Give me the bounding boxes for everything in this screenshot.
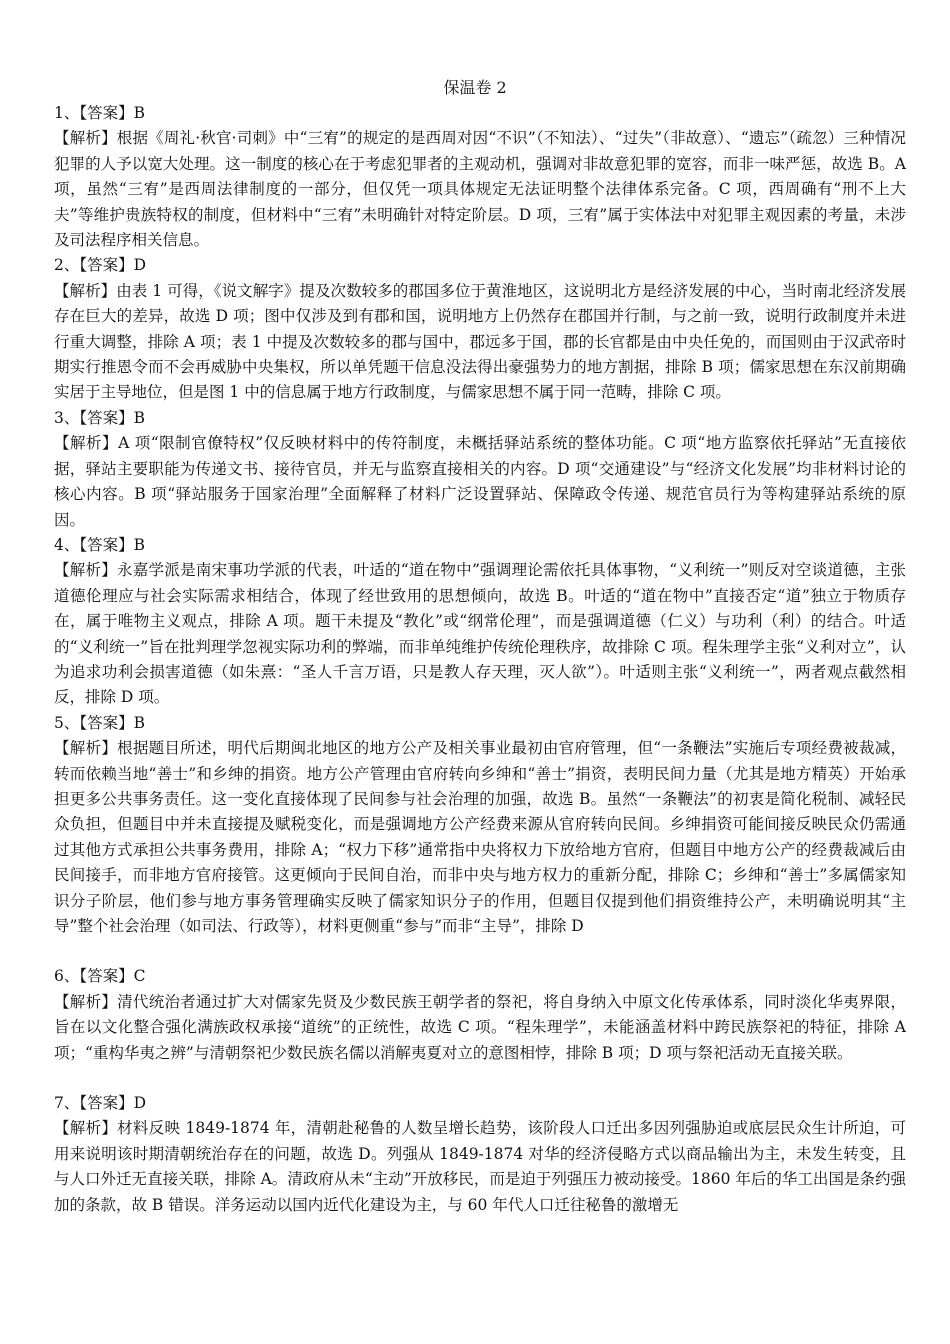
analysis-paragraph: 【解析】根据《周礼·秋官·司刺》中“三宥”的规定的是西周对因“不识”（不知法）、“过失”（非故意）、“遗忘”（疏忽）三种情况犯罪的人予以宽大处理。这一制度的核心在于考虑犯罪者的主观动机，强调对非故意犯罪的宽容，而非一味严惩，故选 B。A 项，虽然“三宥”是西周法律制度的一部分，但仅凭一项具体规定无法证明整个法律体系完备。C 项，西周确有“刑不上大夫”等维护贵族特权的制度，但材料中“三宥”未明确针对特定阶层。D 项，三宥”属于实体法中对犯罪主观因素的考量，未涉及司法程序相关信息。 [54,129,906,250]
question-5 [54,711,906,940]
answer-line: 2、【答案】D [54,256,147,275]
question-6 [54,964,906,1066]
answer-line: 5、【答案】B [54,713,146,732]
answer-line: 7、【答案】D [54,1094,147,1113]
question-2 [54,253,906,405]
analysis-paragraph: 【解析】由表 1 可得，《说文解字》提及次数较多的郡国多位于黄淮地区，这说明北方是经济发展的中心，当时南北经济发展存在巨大的差异，故选 D 项；图中仅涉及到有郡和国，说明地方上仍然存在郡国并行制，与之前一致，说明行政制度并未进行重大调整，排除 A 项；表 1 中提及次数较多的郡与国中，郡远多于国，郡的长官都是由中央任免的，而国则由于汉武帝时期实行推恩令而不会再威胁中央集权，所以单凭题干信息没法得出豪强势力的地方割据，排除 B 项；儒家思想在东汉前期确实居于主导地位，但是图 1 中的信息属于地方行政制度，与儒家思想不属于同一范畴，排除 C 项。 [54,281,906,402]
analysis-paragraph: 【解析】A 项“限制官僚特权”仅反映材料中的传符制度，未概括驿站系统的整体功能。C 项“地方监察依托驿站”无直接依据，驿站主要职能为传递文书、接待官员，并无与监察直接相关的内容。D 项“交通建设”与“经济文化发展”均非材料讨论的核心内容。B 项“驿站服务于国家治理”全面解释了材料广泛设置驿站、保障政令传递、规范官员行为等构建驿站系统的原因。 [54,434,906,529]
paragraph-gap [54,939,906,964]
answer-key-content [54,101,906,1218]
answer-line: 3、【答案】B [54,408,146,427]
document-title: 保温卷 2 [443,78,507,97]
answer-line: 1、【答案】B [54,104,146,122]
analysis-paragraph: 【解析】清代统治者通过扩大对儒家先贤及少数民族王朝学者的祭祀，将自身纳入中原文化传承体系，同时淡化华夷界限，旨在以文化整合强化满族政权承接“道统”的正统性，故选 C 项。“程朱理学”，未能涵盖材料中跨民族祭祀的特征，排除 A 项；“重构华夷之辨”与清朝祭祀少数民族名儒以消解夷夏对立的意图相悖，排除 B 项；D 项与祭祀活动无直接关联。 [54,992,906,1062]
question-1 [54,101,906,253]
answer-line: 6、【答案】C [54,967,146,986]
answer-line: 4、【答案】B [54,535,146,554]
analysis-paragraph: 【解析】材料反映 1849-1874 年，清朝赴秘鲁的人数呈增长趋势，该阶段人口迁出多因列强胁迫或底层民众生计所迫，可用来说明该时期清朝统治存在的问题，故选 D。列强从 1849-1874 对华的经济侵略方式以商品输出为主，未发生转变，且与人口外迁无直接关联，排除 A。清政府从未“主动”开放移民，而是迫于列强压力被动接受。1860 年后的华工出国是条约强加的条款，故 B 错误。洋务运动以国内近代化建设为主，与 60 年代人口迁往秘鲁的激增无 [54,1119,906,1214]
question-4 [54,533,906,711]
analysis-paragraph: 【解析】根据题目所述，明代后期闽北地区的地方公产及相关事业最初由官府管理，但“一条鞭法”实施后专项经费被裁减，转而依赖当地“善士”和乡绅的捐资。地方公产管理由官府转向乡绅和“善士”捐资，表明民间力量（尤其是地方精英）开始承担更多公共事务责任。这一变化直接体现了民间参与社会治理的加强，故选 B。虽然“一条鞭法”的初衷是简化税制、减轻民众负担，但题目中并未直接提及赋税变化，而是强调地方公产经费来源从官府转向民间。乡绅捐资可能间接反映民众仍需通过其他方式承担公共事务费用，排除 A；“权力下移”通常指中央将权力下放给地方官府，但题目中地方公产的经费裁减后由民间接手，而非地方官府接管。这更倾向于民间自治，而非中央与地方权力的重新分配，排除 C；乡绅和“善士”多属儒家知识分子阶层，他们参与地方事务管理确实反映了儒家知识分子的作用，但题目仅提到他们捐资维持公产，未明确说明其“主导”整个社会治理（如司法、行政等），材料更侧重“参与”而非“主导”，排除 D [54,739,906,935]
question-7 [54,1091,906,1218]
analysis-paragraph: 【解析】永嘉学派是南宋事功学派的代表，叶适的“道在物中”强调理论需依托具体事物，“义利统一”则反对空谈道德，主张道德伦理应与社会实际需求相结合，体现了经世致用的思想倾向，故选 B。叶适的“道在物中”直接否定“道”独立于物质存在，属于唯物主义观点，排除 A 项。题干未提及“教化”或“纲常伦理”，而是强调道德（仁义）与功利（利）的结合。叶适的“义利统一”旨在批判理学忽视实际功利的弊端，而非单纯维护传统伦理秩序，故排除 C 项。程朱理学主张“义利对立”，认为追求功利会损害道德（如朱熹：“圣人千言万语，只是教人存天理，灭人欲”）。叶适则主张“义利统一”，两者观点截然相反，排除 D 项。 [54,561,906,707]
question-3 [54,406,906,533]
paragraph-gap [54,1066,906,1091]
